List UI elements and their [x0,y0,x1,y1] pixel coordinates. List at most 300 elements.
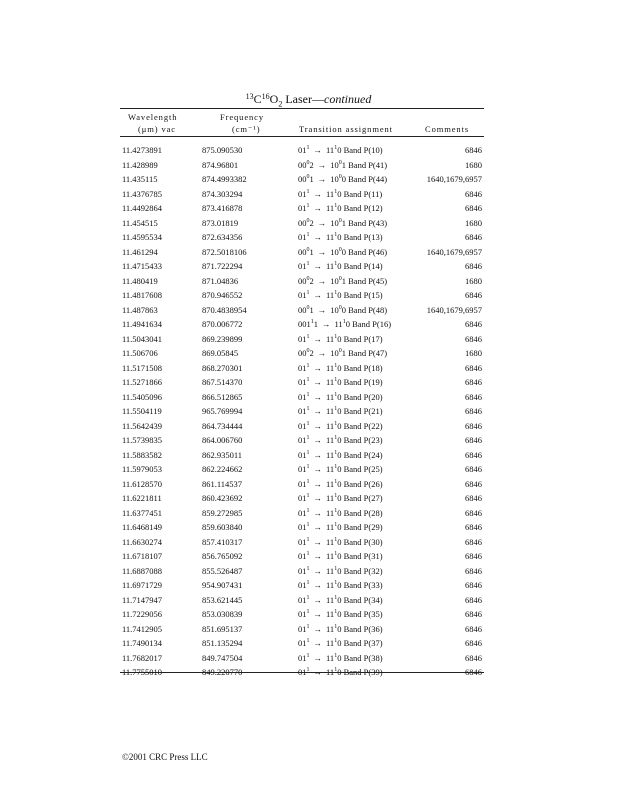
table-row [0,319,617,334]
arrow-icon: → [317,174,327,184]
transition-cell [298,334,383,344]
table-title [0,92,617,108]
arrow-icon: → [313,261,322,271]
transition-band: Band P(19) [343,377,383,387]
transition-upper-sup: 0 [338,217,342,224]
transition-cell [298,464,383,474]
transition-upper: 11 [326,188,335,199]
transition-lower: 01 [298,362,307,373]
transition-band: Band P(20) [343,391,383,402]
arrow-icon: → [313,507,322,518]
transition-lower: 01 [298,493,307,503]
transition-upper-end: 0 [337,435,342,445]
transition-lower: 01 [298,420,307,431]
transition-upper: 10 [330,304,339,315]
transition-upper-sup: 1 [334,580,338,586]
transition-upper-end: 0 [337,449,342,460]
transition-lower-sup: 0 [306,217,310,224]
frequency-cell: 873.416878 [202,203,243,213]
comments-cell: 6846 [465,638,482,648]
transition-lower-sup: 1 [306,609,310,615]
table-row [0,203,617,218]
wavelength-cell: 11.5739835 [122,435,163,445]
frequency-cell: 862.224662 [202,464,243,474]
table-row [0,653,617,668]
transition-upper-end: 0 [337,536,342,547]
transition-upper: 10 [330,159,339,170]
arrow-icon: → [313,464,322,474]
table-row [0,595,617,610]
transition-lower: 01 [298,507,307,518]
transition-lower: 00 [298,217,307,228]
transition-upper: 11 [326,478,335,489]
table-row [0,232,617,247]
transition-upper-sup: 1 [334,261,338,267]
transition-lower-sup: 0 [306,159,310,166]
transition-lower: 00 [298,174,307,184]
transition-upper: 11 [326,565,335,576]
frequency-cell: 870.946552 [202,290,243,300]
header-rule [120,136,484,137]
arrow-icon: → [317,159,327,170]
transition-upper-end: 0 [337,391,342,402]
transition-cell [298,174,387,184]
table-row [0,421,617,436]
transition-upper: 10 [330,174,339,184]
comments-cell: 1680 [465,217,482,228]
arrow-icon: → [313,435,322,445]
transition-cell [298,479,383,489]
table-row [0,450,617,465]
wavelength-cell: 11.6718107 [122,551,163,561]
transition-upper-sup: 1 [334,145,338,151]
transition-cell [298,537,383,547]
transition-lower-sup: 1 [306,203,310,209]
transition-lower-sup: 1 [306,522,310,528]
table-row [0,189,617,204]
transition-band: Band P(26) [343,478,383,489]
frequency-cell: 869.05845 [202,348,239,358]
frequency-cell: 873.01819 [202,217,239,228]
transition-cell [298,595,383,605]
transition-cell [298,319,391,329]
arrow-icon: → [313,609,322,619]
header-frequency-unit: (cm⁻¹) [232,124,261,134]
transition-lower: 01 [298,203,307,213]
comments-cell: 1640,1679,6957 [426,174,482,184]
transition-lower-end: 2 [309,348,314,358]
transition-cell [298,305,387,315]
transition-upper-sup: 1 [334,551,338,557]
transition-upper-end: 0 [337,290,342,300]
transition-cell [298,406,383,416]
frequency-cell: 862.935011 [202,449,243,460]
table-row [0,290,617,305]
transition-lower-sup: 1 [306,652,310,659]
transition-cell [298,450,383,460]
frequency-cell: 857.410317 [202,536,243,547]
frequency-cell: 853.621445 [202,594,243,605]
transition-upper-sup: 1 [334,391,338,398]
transition-upper: 11 [326,232,335,242]
transition-lower-sup: 1 [306,594,310,601]
transition-lower: 00 [298,159,307,170]
transition-cell [298,624,383,634]
transition-upper-sup: 1 [334,449,338,456]
transition-upper-sup: 1 [334,667,338,673]
comments-cell: 6846 [465,232,482,242]
transition-upper: 11 [326,536,335,547]
comments-cell: 6846 [465,551,482,561]
transition-upper-end: 0 [337,623,342,634]
wavelength-cell: 11.454515 [122,217,158,228]
transition-upper-end: 0 [337,667,342,677]
transition-upper-end: 0 [341,304,346,315]
comments-cell: 6846 [465,478,482,489]
transition-band: Band P(32) [343,565,383,576]
transition-upper: 11 [334,319,343,329]
transition-cell [298,218,387,228]
comments-cell: 6846 [465,623,482,634]
transition-upper-end: 0 [337,203,342,213]
table-row [0,638,617,653]
comments-cell: 6846 [465,406,482,416]
table-row [0,305,617,320]
wavelength-cell: 11.4273891 [122,145,163,155]
transition-lower: 01 [298,188,307,199]
comments-cell: 6846 [465,203,482,213]
transition-cell [298,203,383,213]
transition-upper-end: 0 [337,377,342,387]
arrow-icon: → [313,522,322,532]
transition-band: Band P(21) [343,406,383,416]
title-c: C [253,92,262,106]
transition-cell [298,261,383,271]
transition-upper-sup: 0 [338,348,342,354]
transition-band: Band P(46) [348,246,388,257]
comments-cell: 1640,1679,6957 [426,304,482,315]
comments-cell: 6846 [465,609,482,619]
transition-upper: 11 [326,377,335,387]
frequency-cell: 851.695137 [202,623,243,634]
wavelength-cell: 11.435115 [122,174,158,184]
table-row [0,464,617,479]
title-laser: Laser [285,92,312,106]
transition-band: Band P(23) [343,435,383,445]
transition-upper-end: 0 [337,565,342,576]
transition-lower-sup: 1 [306,406,310,412]
transition-upper-end: 0 [337,420,342,431]
wavelength-cell: 11.7229056 [122,609,163,619]
table-row [0,406,617,421]
transition-upper-sup: 1 [334,377,338,383]
arrow-icon: → [313,420,322,431]
arrow-icon: → [313,638,322,648]
transition-upper-end: 0 [337,580,342,590]
transition-upper-end: 0 [337,232,342,242]
transition-band: Band P(43) [348,217,388,228]
frequency-cell: 870.4838954 [202,304,247,315]
transition-upper: 11 [326,290,335,300]
transition-upper-sup: 1 [334,420,338,427]
transition-lower: 01 [298,261,307,271]
transition-lower-end: 2 [309,159,314,170]
transition-upper-sup: 1 [334,290,338,296]
comments-cell: 6846 [465,435,482,445]
wavelength-cell: 11.461294 [122,246,158,257]
transition-band: Band P(15) [343,290,383,300]
table-row [0,276,617,291]
transition-lower-sup: 1 [306,536,310,543]
transition-upper-end: 0 [337,145,342,155]
transition-band: Band P(33) [343,580,383,590]
transition-cell [298,392,383,402]
transition-lower-sup: 1 [306,261,310,267]
arrow-icon: → [313,493,322,503]
frequency-cell: 856.765092 [202,551,243,561]
transition-lower: 01 [298,478,307,489]
table-row [0,218,617,233]
transition-band: Band P(30) [343,536,383,547]
table-row [0,624,617,639]
wavelength-cell: 11.7755010 [122,667,163,677]
transition-lower-sup: 1 [306,667,310,673]
comments-cell: 6846 [465,420,482,431]
transition-upper-sup: 1 [334,493,338,499]
transition-upper-sup: 1 [334,464,338,470]
transition-upper-end: 0 [337,551,342,561]
transition-lower: 00 [298,348,307,358]
transition-lower: 01 [298,667,307,677]
transition-upper: 11 [326,623,335,634]
transition-upper-sup: 0 [338,174,342,180]
table-row [0,334,617,349]
wavelength-cell: 11.5171508 [122,362,163,373]
transition-lower: 01 [298,406,307,416]
comments-cell: 1680 [465,275,482,286]
table-row [0,479,617,494]
header-comments: Comments [425,124,470,134]
transition-upper-end: 0 [337,261,342,271]
transition-upper: 10 [330,348,339,358]
transition-band: Band P(44) [348,174,388,184]
transition-cell [298,508,383,518]
comments-cell: 6846 [465,565,482,576]
transition-cell [298,522,383,532]
comments-cell: 6846 [465,536,482,547]
arrow-icon: → [317,217,327,228]
transition-cell [298,160,387,170]
title-dash: — [312,92,324,106]
comments-cell: 6846 [465,449,482,460]
comments-cell: 6846 [465,507,482,518]
transition-lower-sup: 1 [306,580,310,586]
transition-upper-end: 0 [337,609,342,619]
transition-band: Band P(14) [343,261,383,271]
arrow-icon: → [313,594,322,605]
transition-upper-sup: 1 [334,507,338,514]
comments-cell: 6846 [465,319,482,329]
table-row [0,522,617,537]
transition-upper-sup: 1 [334,522,338,528]
transition-upper-sup: 1 [334,536,338,543]
wavelength-cell: 11.5504119 [122,406,162,416]
comments-cell: 6846 [465,188,482,199]
copyright-footer: ©2001 CRC Press LLC [122,752,208,762]
transition-lower-sup: 1 [310,319,314,325]
transition-cell [298,566,383,576]
arrow-icon: → [317,304,327,315]
transition-upper-end: 0 [337,522,342,532]
transition-upper: 11 [326,667,335,677]
transition-upper: 11 [326,391,335,402]
arrow-icon: → [313,362,322,373]
comments-cell: 6846 [465,261,482,271]
transition-upper-end: 0 [337,464,342,474]
table-row [0,261,617,276]
wavelength-cell: 11.5405096 [122,391,163,402]
comments-cell: 1680 [465,159,482,170]
frequency-cell: 868.270301 [202,362,243,373]
transition-upper: 10 [330,246,339,257]
arrow-icon: → [317,275,327,286]
transition-upper: 11 [326,420,335,431]
arrow-icon: → [313,333,322,344]
comments-cell: 6846 [465,290,482,300]
transition-band: Band P(28) [343,507,383,518]
comments-cell: 6846 [465,522,482,532]
transition-lower: 00 [298,246,307,257]
transition-upper-end: 0 [345,319,350,329]
transition-upper: 11 [326,507,335,518]
comments-cell: 6846 [465,594,482,605]
transition-lower-end: 1 [313,319,318,329]
transition-lower-sup: 1 [306,145,310,151]
frequency-cell: 870.006772 [202,319,243,329]
transition-lower-sup: 1 [306,464,310,470]
table-row [0,580,617,595]
transition-lower: 01 [298,232,307,242]
transition-cell [298,580,383,590]
frequency-cell: 866.512865 [202,391,243,402]
wavelength-cell: 11.480419 [122,275,158,286]
wavelength-cell: 11.5883582 [122,449,163,460]
table-row [0,145,617,160]
transition-lower: 01 [298,522,307,532]
transition-cell [298,377,383,387]
transition-upper-sup: 0 [338,304,342,311]
transition-upper-sup: 1 [334,362,338,369]
frequency-cell: 869.239899 [202,333,243,344]
table-row [0,566,617,581]
transition-upper: 10 [330,217,339,228]
header-wavelength: Wavelength [128,112,178,122]
transition-upper-end: 0 [337,638,342,648]
transition-band: Band P(18) [343,362,383,373]
transition-cell [298,493,383,503]
wavelength-cell: 11.6128570 [122,478,163,489]
title-o: O [269,92,279,106]
wavelength-cell: 11.6971729 [122,580,163,590]
transition-upper: 11 [326,522,335,532]
arrow-icon: → [313,232,322,242]
table-row [0,667,617,682]
transition-upper-end: 1 [341,348,346,358]
transition-upper: 11 [326,594,335,605]
transition-lower: 01 [298,536,307,547]
arrow-icon: → [313,449,322,460]
transition-lower: 01 [298,652,307,663]
transition-upper-end: 0 [337,333,342,344]
transition-band: Band P(35) [343,609,383,619]
transition-lower: 01 [298,551,307,561]
transition-upper-sup: 1 [334,435,338,441]
transition-upper: 11 [326,464,335,474]
transition-lower-sup: 1 [306,435,310,441]
transition-band: Band P(17) [343,333,383,344]
table-row [0,392,617,407]
frequency-cell: 965.769994 [202,406,243,416]
arrow-icon: → [313,551,322,561]
transition-lower: 01 [298,449,307,460]
transition-lower: 01 [298,145,307,155]
transition-lower: 01 [298,609,307,619]
transition-upper: 11 [326,609,335,619]
comments-cell: 6846 [465,145,482,155]
wavelength-cell: 11.6630274 [122,536,163,547]
transition-lower: 00 [298,304,307,315]
table-row [0,160,617,175]
table-row [0,609,617,624]
arrow-icon: → [313,406,322,416]
comments-cell: 6846 [465,333,482,344]
comments-cell: 6846 [465,362,482,373]
frequency-cell: 860.423692 [202,493,243,503]
transition-lower-sup: 0 [306,348,310,354]
transition-lower-sup: 1 [306,551,310,557]
transition-lower-sup: 1 [306,290,310,296]
transition-lower-sup: 1 [306,188,310,195]
wavelength-cell: 11.6221811 [122,493,162,503]
transition-lower-sup: 1 [306,565,310,572]
table-row [0,174,617,189]
wavelength-cell: 11.4817608 [122,290,163,300]
arrow-icon: → [313,290,322,300]
transition-band: Band P(45) [348,275,388,286]
transition-lower: 00 [298,275,307,286]
transition-upper-end: 0 [337,652,342,663]
transition-upper-end: 0 [337,188,342,199]
transition-lower: 01 [298,580,307,590]
comments-cell: 6846 [465,464,482,474]
frequency-cell: 875.090530 [202,145,243,155]
transition-cell [298,290,383,300]
transition-lower-sup: 1 [306,449,310,456]
transition-band: Band P(13) [343,232,383,242]
transition-lower-sup: 1 [306,377,310,383]
comments-cell: 1640,1679,6957 [426,246,482,257]
transition-upper-sup: 1 [342,319,346,325]
frequency-cell: 849.220770 [202,667,243,677]
wavelength-cell: 11.7682017 [122,652,163,663]
transition-band: Band P(36) [343,623,383,634]
transition-upper-sup: 1 [334,478,338,485]
transition-lower: 01 [298,391,307,402]
transition-upper-sup: 1 [334,594,338,601]
transition-lower-end: 2 [309,217,314,228]
wavelength-cell: 11.6887088 [122,565,163,576]
wavelength-cell: 11.428989 [122,159,158,170]
